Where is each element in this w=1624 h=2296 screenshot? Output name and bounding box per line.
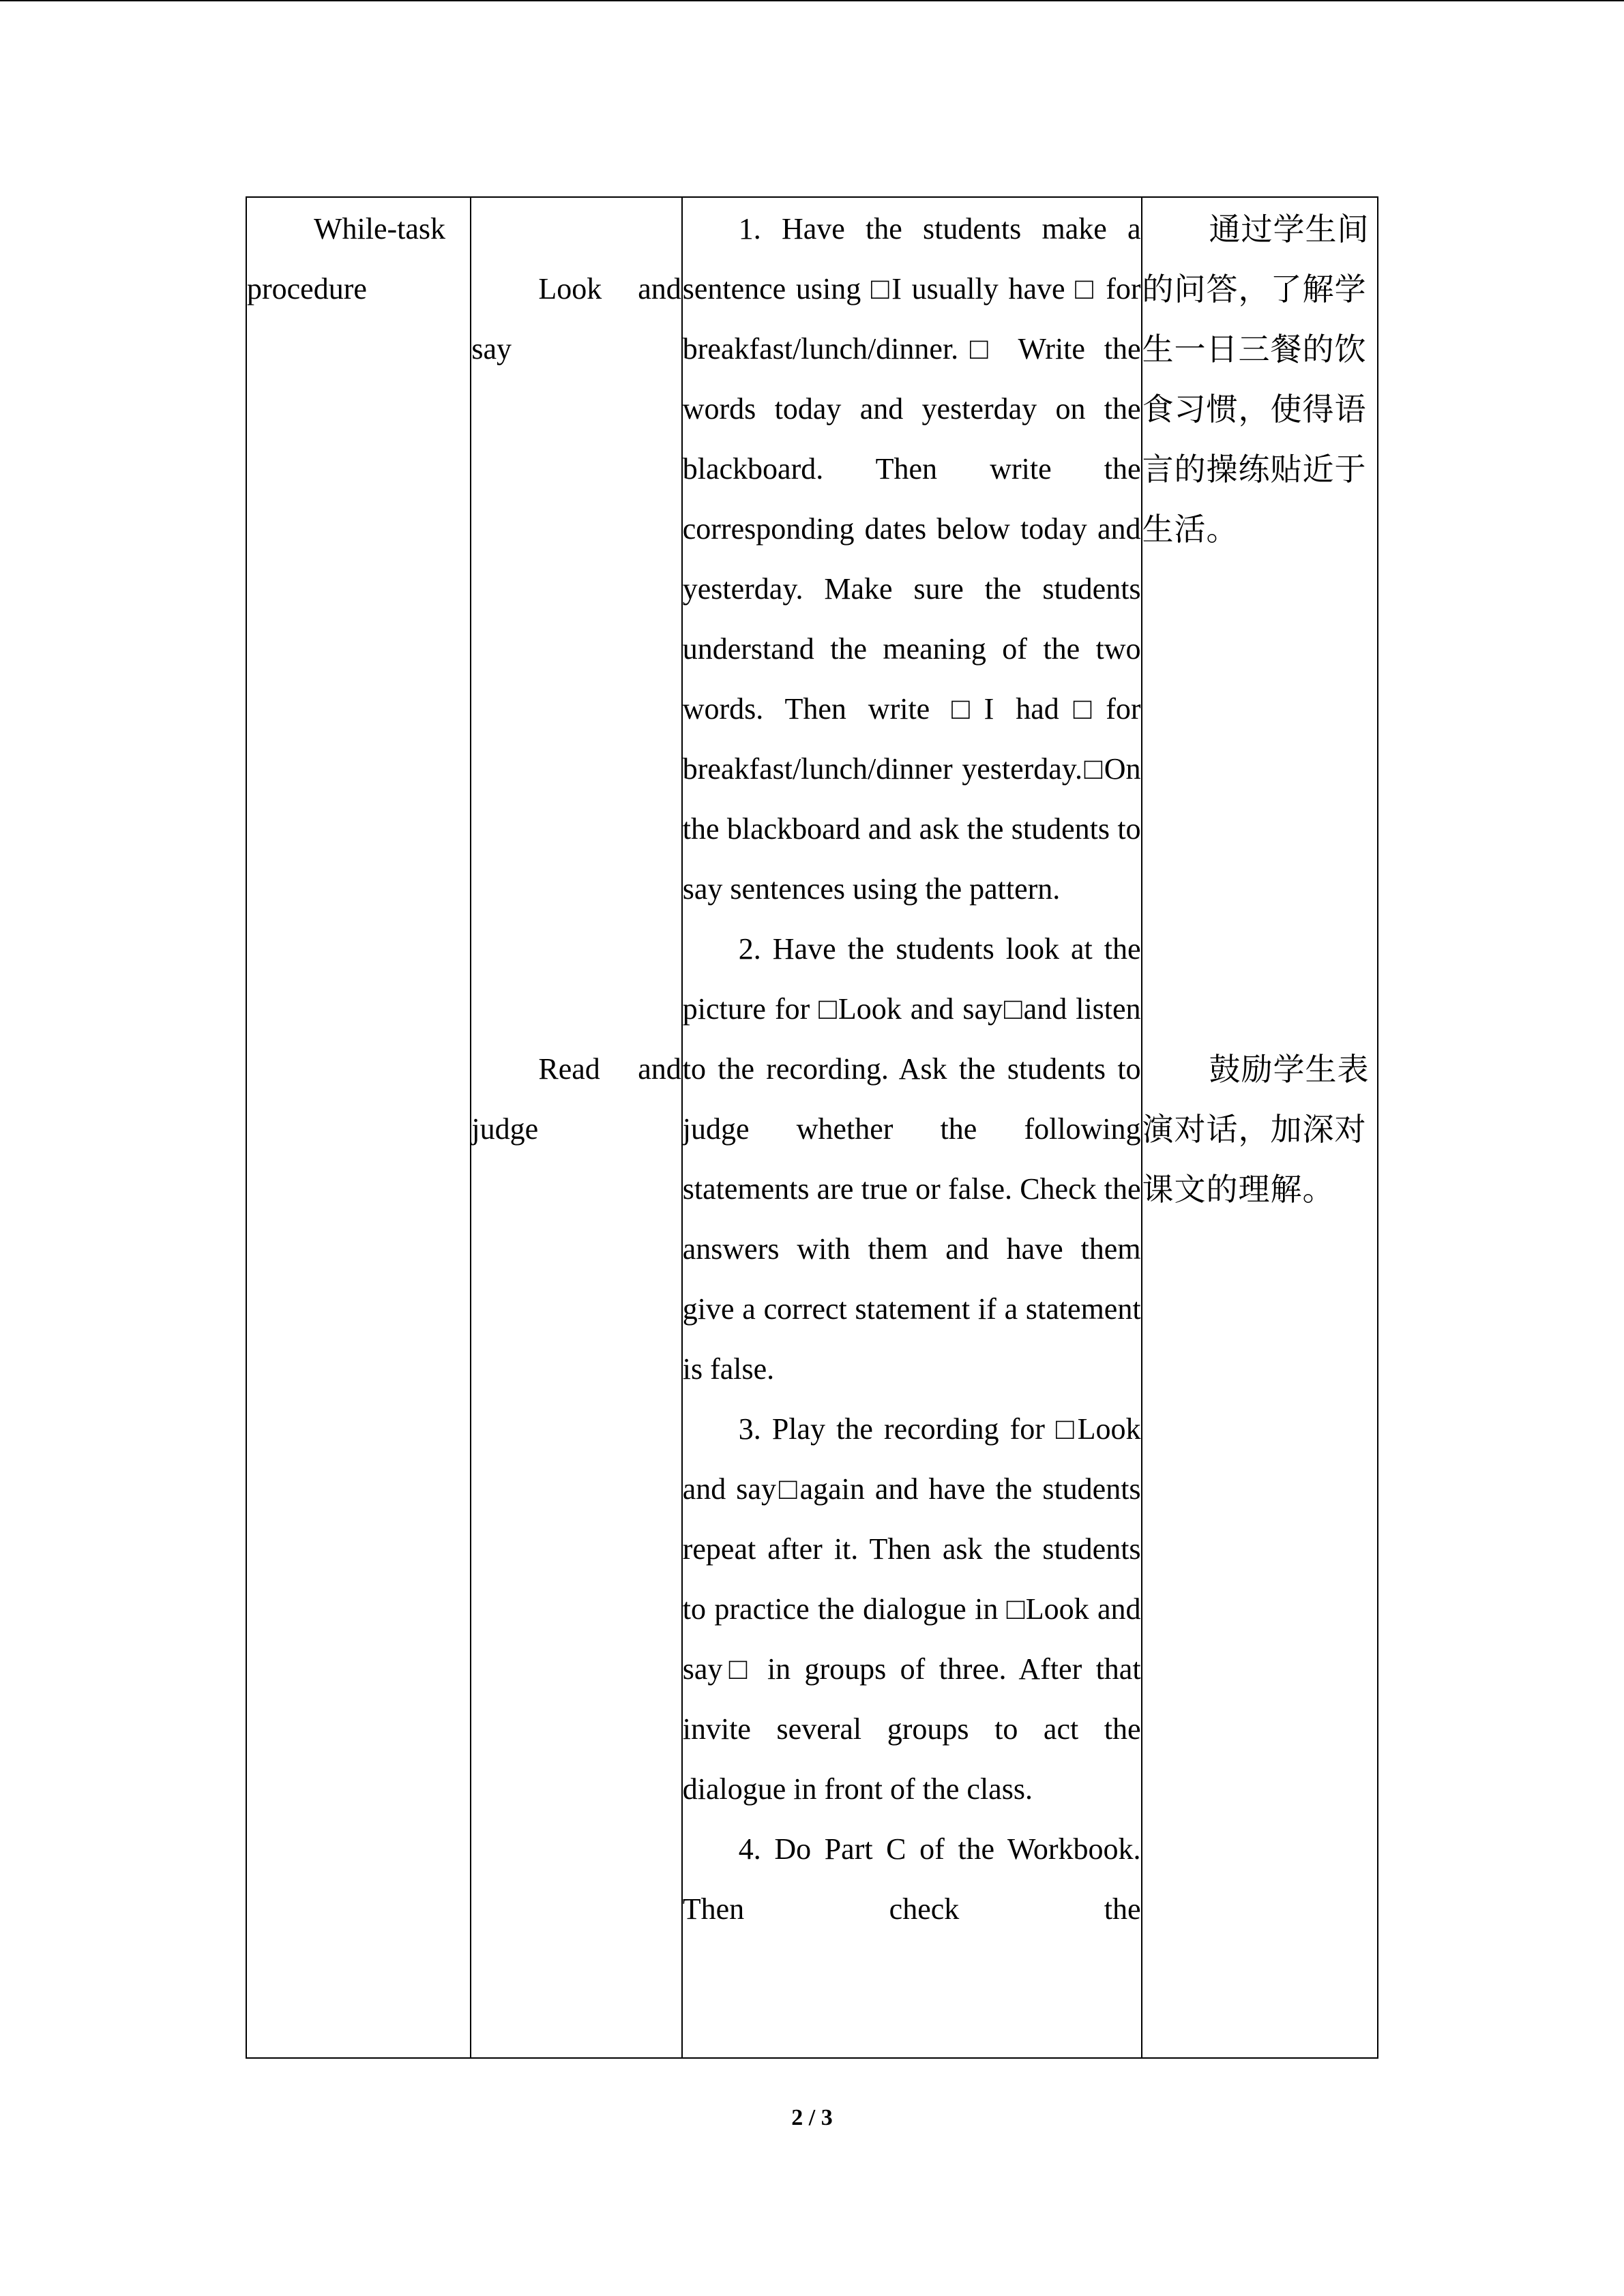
table-row [246, 197, 1378, 2058]
activity-look-and-say: Look and say [471, 272, 681, 366]
page-number: 2 / 3 [791, 2105, 833, 2130]
stage-cell [246, 197, 471, 2058]
procedure-step-3: 3. Play the recording for □Look and say□again and have the students repeat after it. Then ask the students to practice the dialogue in □Look and say□ in groups of three. After that invite several groups to act the dialogue in front of the class. [682, 1412, 1141, 1806]
aim-text-1: 通过学生间的问答，了解学生一日三餐的饮食习惯，使得语言的操练贴近于生活。 [1142, 211, 1370, 548]
stage-text: While-task procedure [247, 212, 446, 305]
activity-read-and-judge: Read and judge [471, 1052, 681, 1146]
aim-cell [1142, 197, 1378, 2058]
procedure-step-1: 1. Have the students make a sentence using □I usually have □ for breakfast/lunch/dinner.□ Write the words today and yesterday on the blackboard. Then write the corresponding dates below today and yesterday. Make sure the students understand the meaning of the two words. Then write □I had□for breakfast/lunch/dinner yesterday.□On the blackboard and ask the students to say sentences using the pattern. [682, 212, 1141, 906]
activity-cell [471, 197, 681, 2058]
stage-label [247, 198, 470, 319]
procedure-step-4: 4. Do Part C of the Workbook. Then check the [682, 1832, 1141, 1926]
procedure-step-2: 2. Have the students look at the picture for □Look and say□and listen to the recording. Ask the students to judge whether the following statements are true or false. Check the answers with them and have them give a correct statement if a statement is false. [682, 932, 1141, 1386]
lesson-plan-table [246, 196, 1378, 2059]
procedure-cell [682, 197, 1142, 2058]
aim-text-2: 鼓励学生表演对话，加深对课文的理解。 [1142, 1051, 1370, 1208]
